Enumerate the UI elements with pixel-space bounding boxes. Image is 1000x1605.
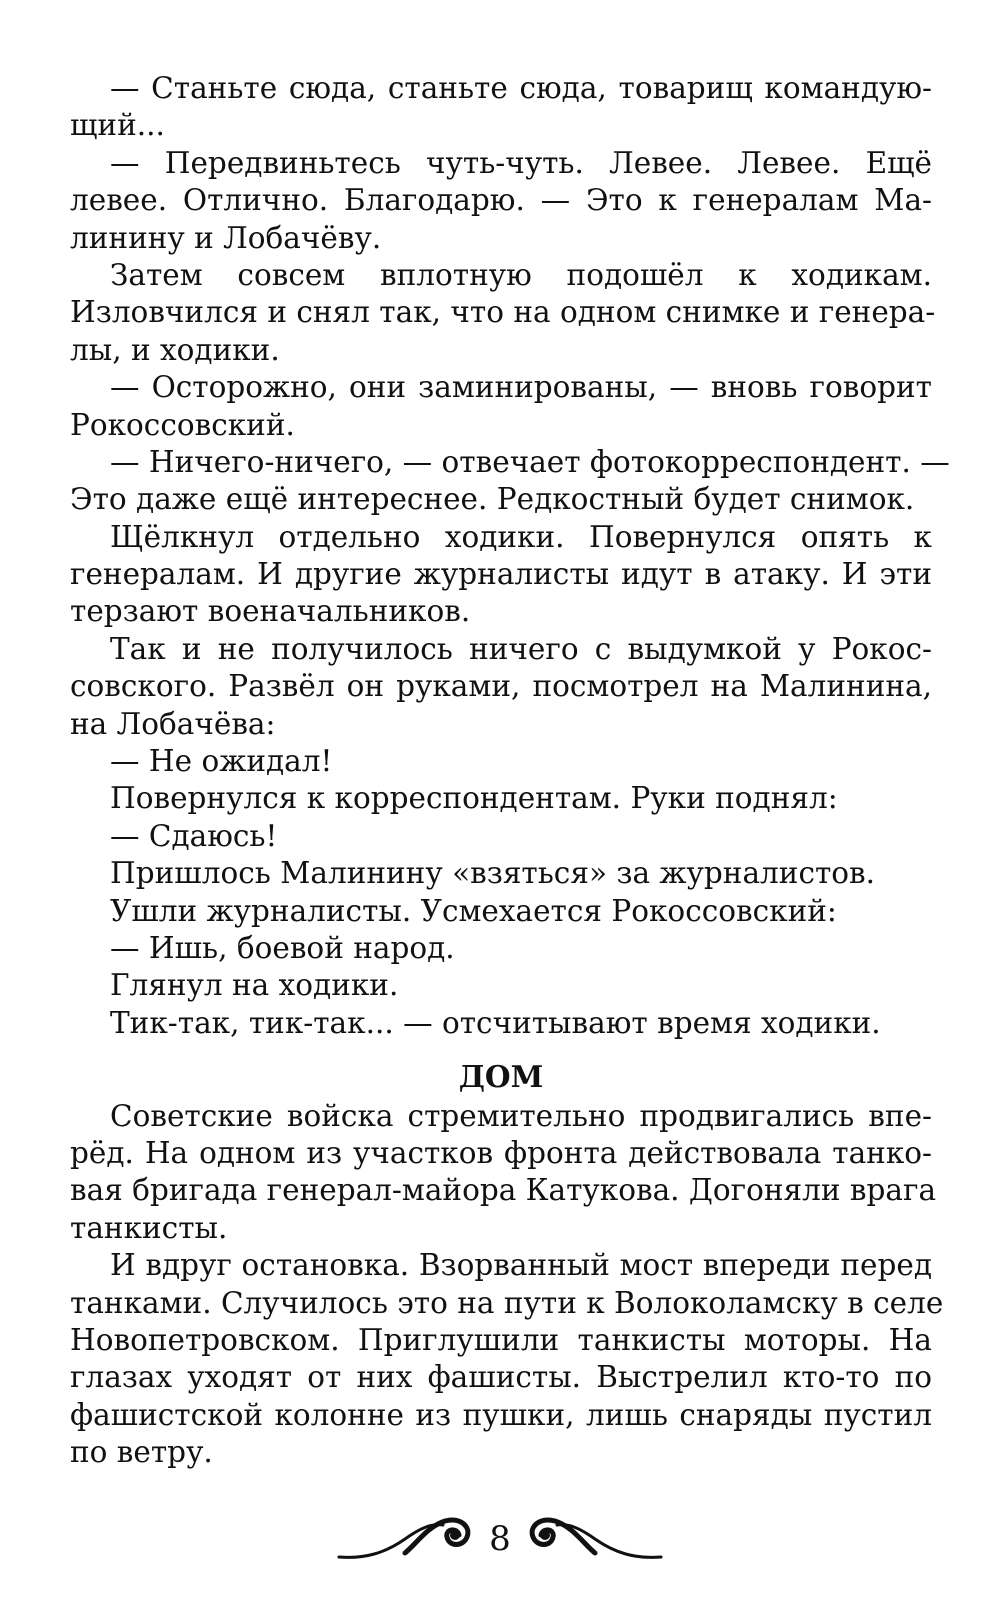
paragraph (70, 631, 932, 743)
text-line: — Станьте сюда, станьте сюда, товарищ командую- (110, 71, 932, 105)
page-footer (0, 1504, 1000, 1574)
text-line: Глянул на ходики. (110, 968, 399, 1003)
paragraph (70, 1005, 932, 1042)
paragraph (70, 1098, 937, 1248)
text-line: Ушли журналисты. Усмехается Рокоссовский: (110, 893, 837, 928)
text-line: — Передвиньтесь чуть-чуть. Левее. Левее. Ещё (110, 145, 932, 180)
text-line: рёд. На одном из участков фронта действовала танко- (70, 1135, 932, 1170)
text-line: Щёлкнул отдельно ходики. Повернулся опять к (110, 519, 932, 554)
text-line: Затем совсем вплотную подошёл к ходикам. (110, 257, 932, 292)
paragraph (70, 893, 932, 930)
text-line: Это даже ещё интереснее. Редкостный будет снимок. (70, 482, 915, 517)
text-line: на Лобачёва: (70, 706, 276, 741)
paragraph (70, 967, 932, 1004)
text-line: Тик-так, тик-так... — отсчитывают время ходики. (110, 1005, 881, 1040)
text-line: вая бригада генерал-майора Катукова. Догоняли врага (70, 1173, 937, 1208)
paragraph (70, 145, 932, 257)
text-line: Так и не получилось ничего с выдумкой у Рокос- (110, 631, 932, 666)
text-line: танками. Случилось это на пути к Волоколамску в селе (70, 1285, 944, 1320)
paragraph (70, 780, 932, 817)
paragraph (70, 519, 932, 631)
page-text (70, 70, 950, 1471)
text-block-top (70, 70, 950, 1042)
text-line: линину и Лобачёву. (70, 220, 382, 255)
text-line: терзают военачальников. (70, 594, 471, 629)
text-line: Пришлось Малинину «взяться» за журналистов. (110, 856, 876, 891)
page-number: 8 (489, 1519, 511, 1559)
text-line: фашистской колонне из пушки, лишь снаряды пустил (70, 1397, 932, 1432)
text-line: совского. Развёл он руками, посмотрел на Малинина, (70, 669, 932, 704)
text-line: Советские войска стремительно продвигались впе- (110, 1098, 932, 1133)
paragraph (70, 743, 932, 780)
text-line: лы, и ходики. (70, 332, 280, 367)
paragraph (70, 257, 936, 369)
text-line: щий... (70, 108, 165, 143)
paragraph (70, 369, 932, 444)
text-line: — Сдаюсь! (110, 818, 278, 853)
text-line: Рокоссовский. (70, 407, 295, 442)
text-line: танкисты. (70, 1210, 228, 1245)
text-line: Изловчился и снял так, что на одном снимке и генера- (70, 295, 936, 330)
text-line: по ветру. (70, 1435, 213, 1470)
section-title: ДОМ (458, 1059, 544, 1095)
swirl-ornament-left-icon (335, 1513, 475, 1565)
paragraph (70, 855, 932, 892)
text-line: — Осторожно, они заминированы, — вновь говорит (110, 370, 932, 405)
text-line: — Ишь, боевой народ. (110, 930, 455, 965)
text-line: глазах уходят от них фашисты. Выстрелил кто-то по (70, 1360, 932, 1395)
paragraph (70, 1247, 944, 1471)
paragraph (70, 818, 932, 855)
text-line: генералам. И другие журналисты идут в атаку. И эти (70, 557, 932, 592)
text-line: И вдруг остановка. Взорванный мост впереди перед (110, 1248, 932, 1283)
text-line: левее. Отлично. Благодарю. — Это к генералам Ма- (70, 183, 932, 218)
text-block-bottom (70, 1098, 944, 1472)
text-line: Повернулся к корреспондентам. Руки поднял: (110, 781, 838, 816)
swirl-ornament-right-icon (525, 1513, 665, 1565)
text-line: Новопетровском. Приглушили танкисты моторы. На (70, 1322, 932, 1357)
text-line: — Ничего-ничего, — отвечает фотокорреспондент. — (110, 444, 950, 479)
text-line: — Не ожидал! (110, 744, 333, 779)
paragraph (70, 70, 932, 145)
paragraph (70, 444, 950, 519)
paragraph (70, 930, 932, 967)
